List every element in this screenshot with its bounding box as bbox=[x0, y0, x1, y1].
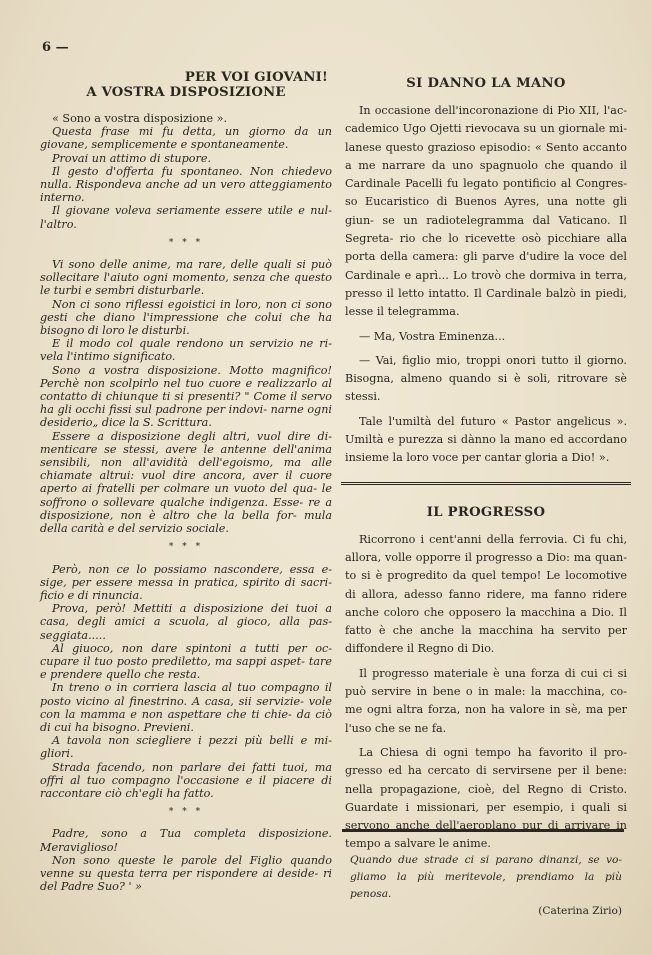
paragraph: — Vai, figlio mio, troppi onori tutto il giorno. Bisogna, almeno quando si è soli, ritrovare sè stessi. bbox=[345, 353, 627, 404]
paragraph: In occasione dell'incoronazione di Pio XII, l'ac- cademico Ugo Ojetti rievocava su un giornale mi- lanese questo grazioso episodio: « Sento accanto a me narrare da uno spagnuolo che quando il Cardinale Pacelli fu legato pontificio al Congres- so Eucaristico di Buenos Ayres, una notte gli giun- se un radiotelegramma dal Vaticano. Il Segreta- rio che lo ricevette osò picchiare alla porta della camera: gli parve d'udire la voce del Cardinale e aprì... Lo trovò che dormiva in terra, presso il letto intatto. Il Cardinale balzò in piedi, lesse il telegramma. bbox=[345, 104, 627, 319]
paragraph: Il giovane voleva seriamente essere utile e nul- l'altro. bbox=[40, 204, 332, 231]
star-separator: * * * bbox=[168, 807, 204, 818]
thick-rule-divider bbox=[342, 829, 624, 832]
paragraph: In treno o in corriera lascia al tuo compagno il posto vicino al finestrino. A casa, sii servizie- vole con la mamma e non aspettare che ti chie- da ciò di cui ha bisogno. Previeni. bbox=[40, 681, 332, 734]
star-separator: * * * bbox=[168, 542, 204, 553]
article-title-progresso: IL PROGRESSO bbox=[426, 504, 546, 520]
title-line-1: PER VOI GIOVANI! bbox=[184, 70, 328, 85]
paragraph: Sono a vostra disposizione. Motto magnifico! Perchè non scolpirlo nel tuo cuore e realizzarlo al contatto di chiunque ti si presenti? " Come il servo ha gli occhi fissi sul padrone per indovi- narne ogni desiderio„ dice la S. Scrittura. bbox=[40, 363, 332, 430]
paragraph: Il progresso materiale è una forza di cui ci si può servire in bene o in male: la macchina, co- me ogni altra forza, non ha valore in sè, ma per l'uso che se ne fa. bbox=[345, 666, 627, 735]
paragraph: Strada facendo, non parlare dei fatti tuoi, ma offri al tuo compagno l'occasione e il piacere di raccontare ciò ch'egli ha fatto. bbox=[40, 760, 332, 800]
paragraph: Al giuoco, non dare spintoni a tutti per oc- cupare il tuo posto prediletto, ma sappi aspet- tare e prendere quello che resta. bbox=[40, 641, 332, 682]
paragraph: Il gesto d'offerta fu spontaneo. Non chiedevo nulla. Rispondeva anche ad un vero atteggiamento interno. bbox=[40, 164, 332, 205]
star-separator: * * * bbox=[168, 237, 204, 248]
paragraph: Ricorrono i cent'anni della ferrovia. Ci fu chi, allora, volle opporre il progresso a Dio: ma quan- to si è progredito da quel tempo! Le locomotive di allora, adesso fanno ridere, ma fanno ridere anche coloro che opposero la macchina a Dio. Il fatto è che anche la macchina ha servito per diffondere il Regno di Dio. bbox=[345, 532, 627, 656]
paragraph: Provai un attimo di stupore. bbox=[52, 151, 212, 165]
section-1 bbox=[40, 112, 332, 231]
page-number: 6 — bbox=[42, 40, 69, 55]
article-title-mano: SI DANNO LA MANO bbox=[406, 76, 566, 91]
quote-author: (Caterina Zirio) bbox=[538, 905, 622, 917]
paragraph: La Chiesa di ogni tempo ha favorito il pro- gresso ed ha cercato di servirsene per il bene: nella propagazione, cioè, del Regno di Cristo. Guardate i missionari, per esempio, i quali si servono anche dell'aeroplano pur di arrivare in tempo a salvare le anime. bbox=[345, 745, 627, 851]
left-column bbox=[40, 70, 332, 893]
section-2 bbox=[40, 258, 332, 535]
quote-box bbox=[350, 852, 622, 920]
paragraph: Però, non ce lo possiamo nascondere, essa e- sige, per essere messa in pratica, spirito di sacri- ficio e di rinuncia. bbox=[40, 562, 332, 602]
title-line-2: A VOSTRA DISPOSIZIONE bbox=[86, 85, 286, 100]
paragraph: Questa frase mi fu detta, un giorno da un giovane, semplicemente e spontaneamente. bbox=[40, 125, 332, 152]
paragraph: Prova, però! Mettiti a disposizione dei tuoi a casa, degli amici a scuola, al gioco, alla pas- seggiata..... bbox=[40, 602, 332, 642]
double-rule-divider bbox=[341, 482, 631, 485]
quote-text: Quando due strade ci si parano dinanzi, se vo- gliamo la più meritevole, prendiamo la più penosa. bbox=[350, 854, 622, 900]
paragraph: Padre, sono a Tua completa disposizione. Meraviglioso! bbox=[40, 827, 332, 854]
paragraph: Vi sono delle anime, ma rare, delle quali si può sollecitare l'aiuto ogni momento, senza che questo le turbi e sembri disturbarle. bbox=[40, 258, 332, 298]
paragraph: — Ma, Vostra Eminenza... bbox=[359, 329, 506, 343]
paragraph: « Sono a vostra disposizione ». bbox=[52, 112, 228, 125]
paragraph: E il modo col quale rendono un servizio ne ri- vela l'intimo significato. bbox=[40, 337, 332, 364]
article-title-giovani bbox=[40, 70, 332, 100]
section-4 bbox=[40, 827, 332, 893]
paragraph: A tavola non sciegliere i pezzi più belli e mi- gliori. bbox=[40, 734, 332, 761]
paragraph: Non sono queste le parole del Figlio quando venne su questa terra per rispondere ai deside- ri del Padre Suo? ' » bbox=[40, 853, 332, 894]
right-column bbox=[345, 70, 627, 860]
section-3 bbox=[40, 563, 332, 801]
paragraph: Essere a disposizione degli altri, vuol dire di- menticare se stessi, avere le antenne dell'anima sensibili, non all'avidità dell'egoismo, ma alle chiamate altrui: vuol dire ancora, aver il cuore aperto ai fratelli per colmare un vuoto del qua- le soffrono o sollevare qualche indigenza. Esse- re a disposizione, non è altro che la bella for- mula della carità e del servizio sociale. bbox=[40, 429, 332, 536]
paragraph: Tale l'umiltà del futuro « Pastor angelicus ». Umiltà e purezza si dànno la mano ed accordano insieme la loro voce per cantar gloria a Dio! ». bbox=[345, 414, 627, 465]
paragraph: Non ci sono riflessi egoistici in loro, non ci sono gesti che diano l'impressione che colui che ha bisogno di loro le disturbi. bbox=[40, 297, 332, 338]
